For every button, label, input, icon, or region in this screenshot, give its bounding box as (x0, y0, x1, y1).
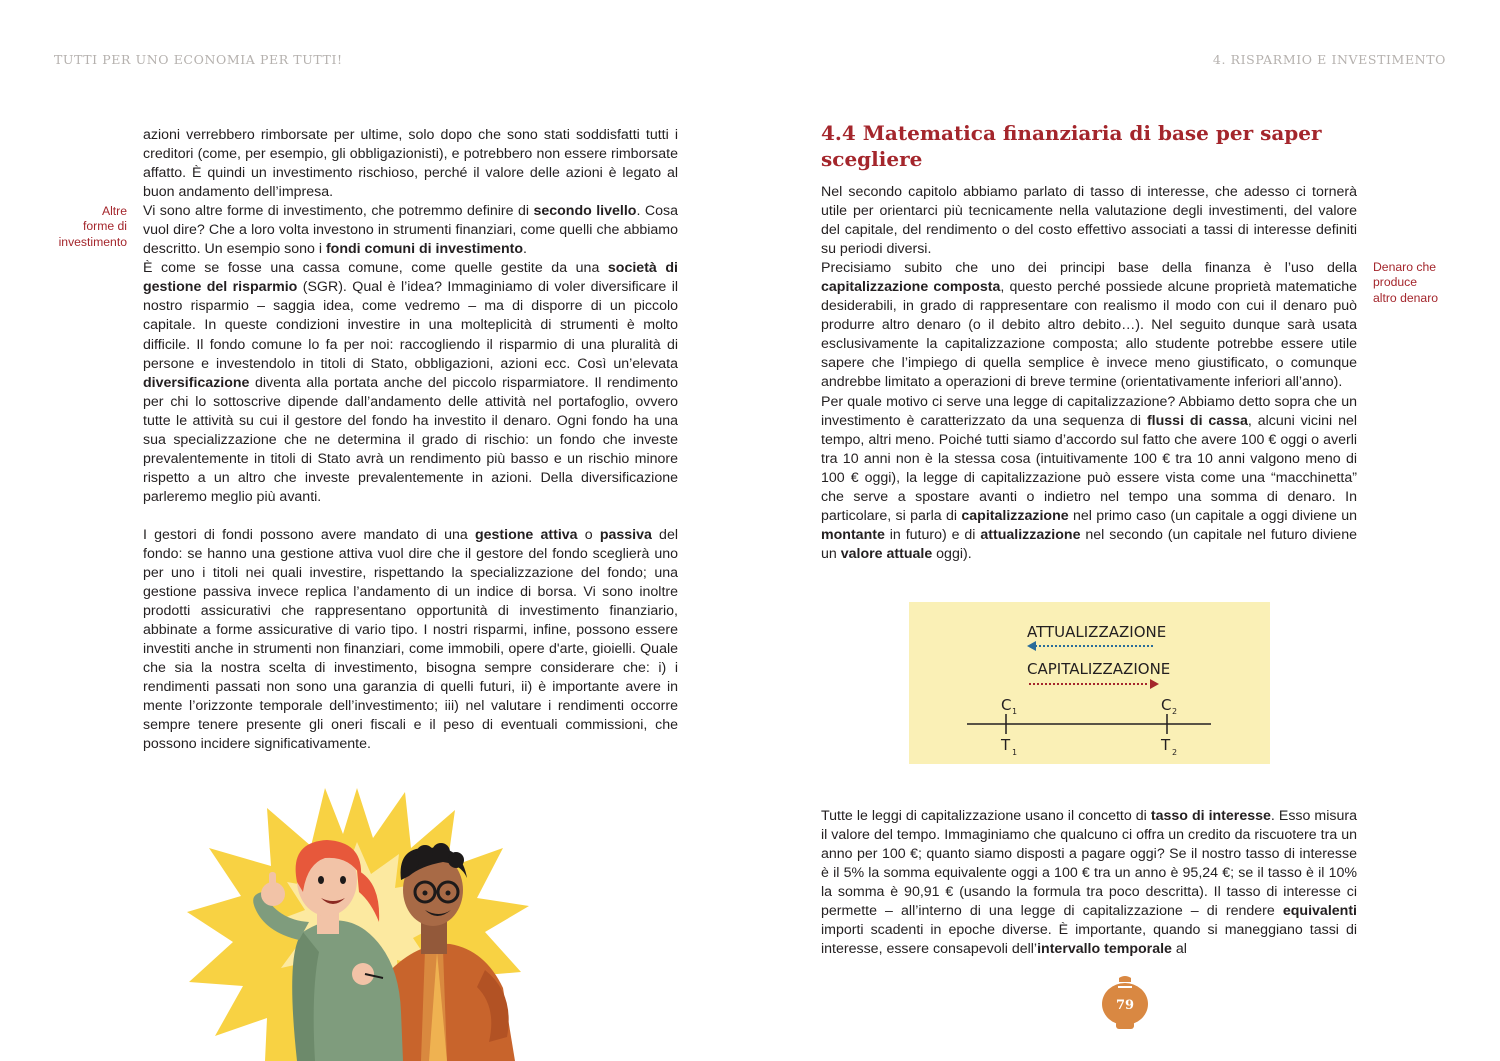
side-note-line: forme di (82, 219, 127, 234)
left-column-text (143, 126, 678, 755)
capitalization-diagram (909, 602, 1270, 764)
t2-subscript: 2 (1172, 748, 1178, 757)
side-note-line: investimento (58, 234, 127, 249)
side-note-line: Altre (101, 204, 127, 218)
side-note-line: altro denaro (1373, 290, 1439, 305)
paragraph: Nel secondo capitolo abbiamo parlato di tasso di interesse, che adesso ci tornerà utile per orientarci più tecnicamente nella valutazione degli investimenti, del valore del capitale, del rendimento o del costo effettivo associati a tassi di interesse definiti su periodi diversi. (821, 184, 1357, 258)
paragraph: I gestori di fondi possono avere mandato di una gestione attiva o passiva del fondo: se hanno una gestione attiva vuol dire che il gestore del fondo sceglierà uno per uno i titoli nei quali investire, rispettando la specializzazione del fondo; una gestione passiva invece replica l’andamento di un indice di borsa. Vi sono inoltre prodotti assicurativi che rappresentano opportunità di investimento finanziario, abbinate a forme assicurative di vario tipo. I nostri risparmi, infine, possono essere investiti anche in strumenti non finanziari, come immobili, opere d'arte, gioielli. Quale che sia la nostra scelta di investimento, bisogna sempre considerare che: i) i rendimenti passati non sono una garanzia di quelli futuri, ii) è importante avere in mente l’orizzonte temporale dell’investimento; iii) nel valutare i rendimenti occorre sempre tenere presente gli oneri fiscali e il peso di eventuali commissioni, che possono incidere significativamente. (143, 526, 678, 753)
page-number: 79 (1115, 998, 1135, 1013)
paragraph: azioni verrebbero rimborsate per ultime, solo dopo che sono stati soddisfatti tutti i creditori (come, per esempio, gli obbligazionisti), e potrebbero non essere rimborsate affatto. È quindi un investimento rischioso, perché il valore delle azioni è legato al buon andamento dell’impresa. (143, 127, 678, 201)
attualizzazione-arrow-head (1027, 641, 1036, 651)
capitalizzazione-label: CAPITALIZZAZIONE (1027, 660, 1171, 678)
paragraph: Precisiamo subito che uno dei principi base della finanza è l’uso della capitalizzazione composta, questo perché possiede alcune proprietà matematiche desiderabili, in grado di rappresentare con realismo il modo con cui il denaro può produrre altro denaro (o il debito altro debito…). Nel seguito dunque sarà usata esclusivamente la capitalizzazione composta; allo studente potrebbe essere utile sapere che l’impiego di quella semplice è invece meno giustificato, o comunque andrebbe limitato a operazioni di breve termine (orientativamente inferiori all’anno). (821, 260, 1357, 391)
c1-label: C (1001, 696, 1012, 714)
paragraph: Tutte le leggi di capitalizzazione usano il concetto di tasso di interesse. Esso misura il valore del tempo. Immaginiamo che qualcuno ci offra un credito da riscuotere tra un anno per 100 €; quanto siamo disposti a pagare oggi? Se il nostro tasso di interesse è il 5% la somma equivalente oggi a 100 € tra un anno è 95,24 €; se il tasso è il 10% la somma è 90,91 € (usando la formula tra poco descritta). Il tasso di interesse ci permette – all’interno di una legge di capitalizzazione – di rendere equivalenti importi scadenti in epoche diverse. È importante, quando si maneggiano tassi di interesse, essere consapevoli dell’intervallo temporale al (821, 808, 1357, 958)
running-header-left: TUTTI PER UNO ECONOMIA PER TUTTI! (54, 52, 343, 67)
page-number-badge (1101, 974, 1149, 1030)
t2-label: T (1161, 736, 1171, 754)
section-title: 4.4 Matematica finanziaria di base per saper scegliere (821, 121, 1322, 171)
side-note-line: Denaro che (1373, 260, 1437, 274)
right-column-text-bottom (821, 807, 1357, 959)
side-note-left (30, 204, 127, 250)
right-column-text-top (821, 183, 1357, 564)
c2-subscript: 2 (1172, 707, 1178, 716)
paragraph: Vi sono altre forme di investimento, che potremmo definire di secondo livello. Cosa vuol dire? Che a loro volta investono in strumenti finanziari, come quelli che abbiamo descritto. Un esempio sono i fondi comuni di investimento. (143, 203, 678, 258)
paragraph: È come se fosse una cassa comune, come quelle gestite da una società di gestione del risparmio (SGR). Qual è l’idea? Immaginiamo di voler diversificare il nostro risparmio – saggia idea, come vedremo – ma di disporre di un piccolo capitale. In queste condizioni investire in una molteplicità di strumenti è molto difficile. Il fondo comune lo fa per noi: raccogliendo il risparmio di una pluralità di persone e investendolo in titoli di Stato, obbligazioni, azioni ecc. Così un’elevata diversificazione diventa alla portata anche del piccolo risparmiatore. Il rendimento per chi lo sottoscrive dipende dall’andamento delle attività nel portafoglio, ovvero tutte le attività su cui il gestore del fondo ha investito il denaro. Ogni fondo ha una sua specializzazione che ne determina il grado di rischio: un fondo che investe prevalentemente in titoli di Stato avrà un rendimento più basso e un rischio minore rispetto a un altro che investe prevalentemente in azioni. Della diversificazione parleremo meglio più avanti. (143, 260, 678, 505)
diagram-drawing (909, 602, 1270, 764)
attualizzazione-label: ATTUALIZZAZIONE (1027, 623, 1167, 641)
side-note-right (1373, 260, 1483, 306)
side-note-line: produce (1373, 275, 1418, 290)
c1-subscript: 1 (1012, 707, 1018, 716)
illustration-two-people (185, 782, 530, 1061)
paragraph: Per quale motivo ci serve una legge di capitalizzazione? Abbiamo detto sopra che un investimento è caratterizzato da una sequenza di flussi di cassa, alcuni vicini nel tempo, altri meno. Poiché tutti siamo d’accordo sul fatto che avere 100 € oggi o averli tra 10 anni non è la stessa cosa (intuitivamente 100 € tra 10 anni valgono meno di 100 € oggi), la legge di capitalizzazione può essere vista come una “macchinetta” che serve a spostare avanti o indietro nel tempo una somma di denaro. In particolare, si parla di capitalizzazione nel primo caso (un capitale a oggi diviene un montante in futuro) e di attualizzazione nel secondo (un capitale nel futuro diviene un valore attuale oggi). (821, 393, 1358, 562)
t1-subscript: 1 (1012, 748, 1018, 757)
t1-label: T (1001, 736, 1011, 754)
c2-label: C (1161, 696, 1172, 714)
running-header-right: 4. RISPARMIO E INVESTIMENTO (1212, 52, 1446, 67)
capitalizzazione-arrow-head (1150, 679, 1159, 689)
